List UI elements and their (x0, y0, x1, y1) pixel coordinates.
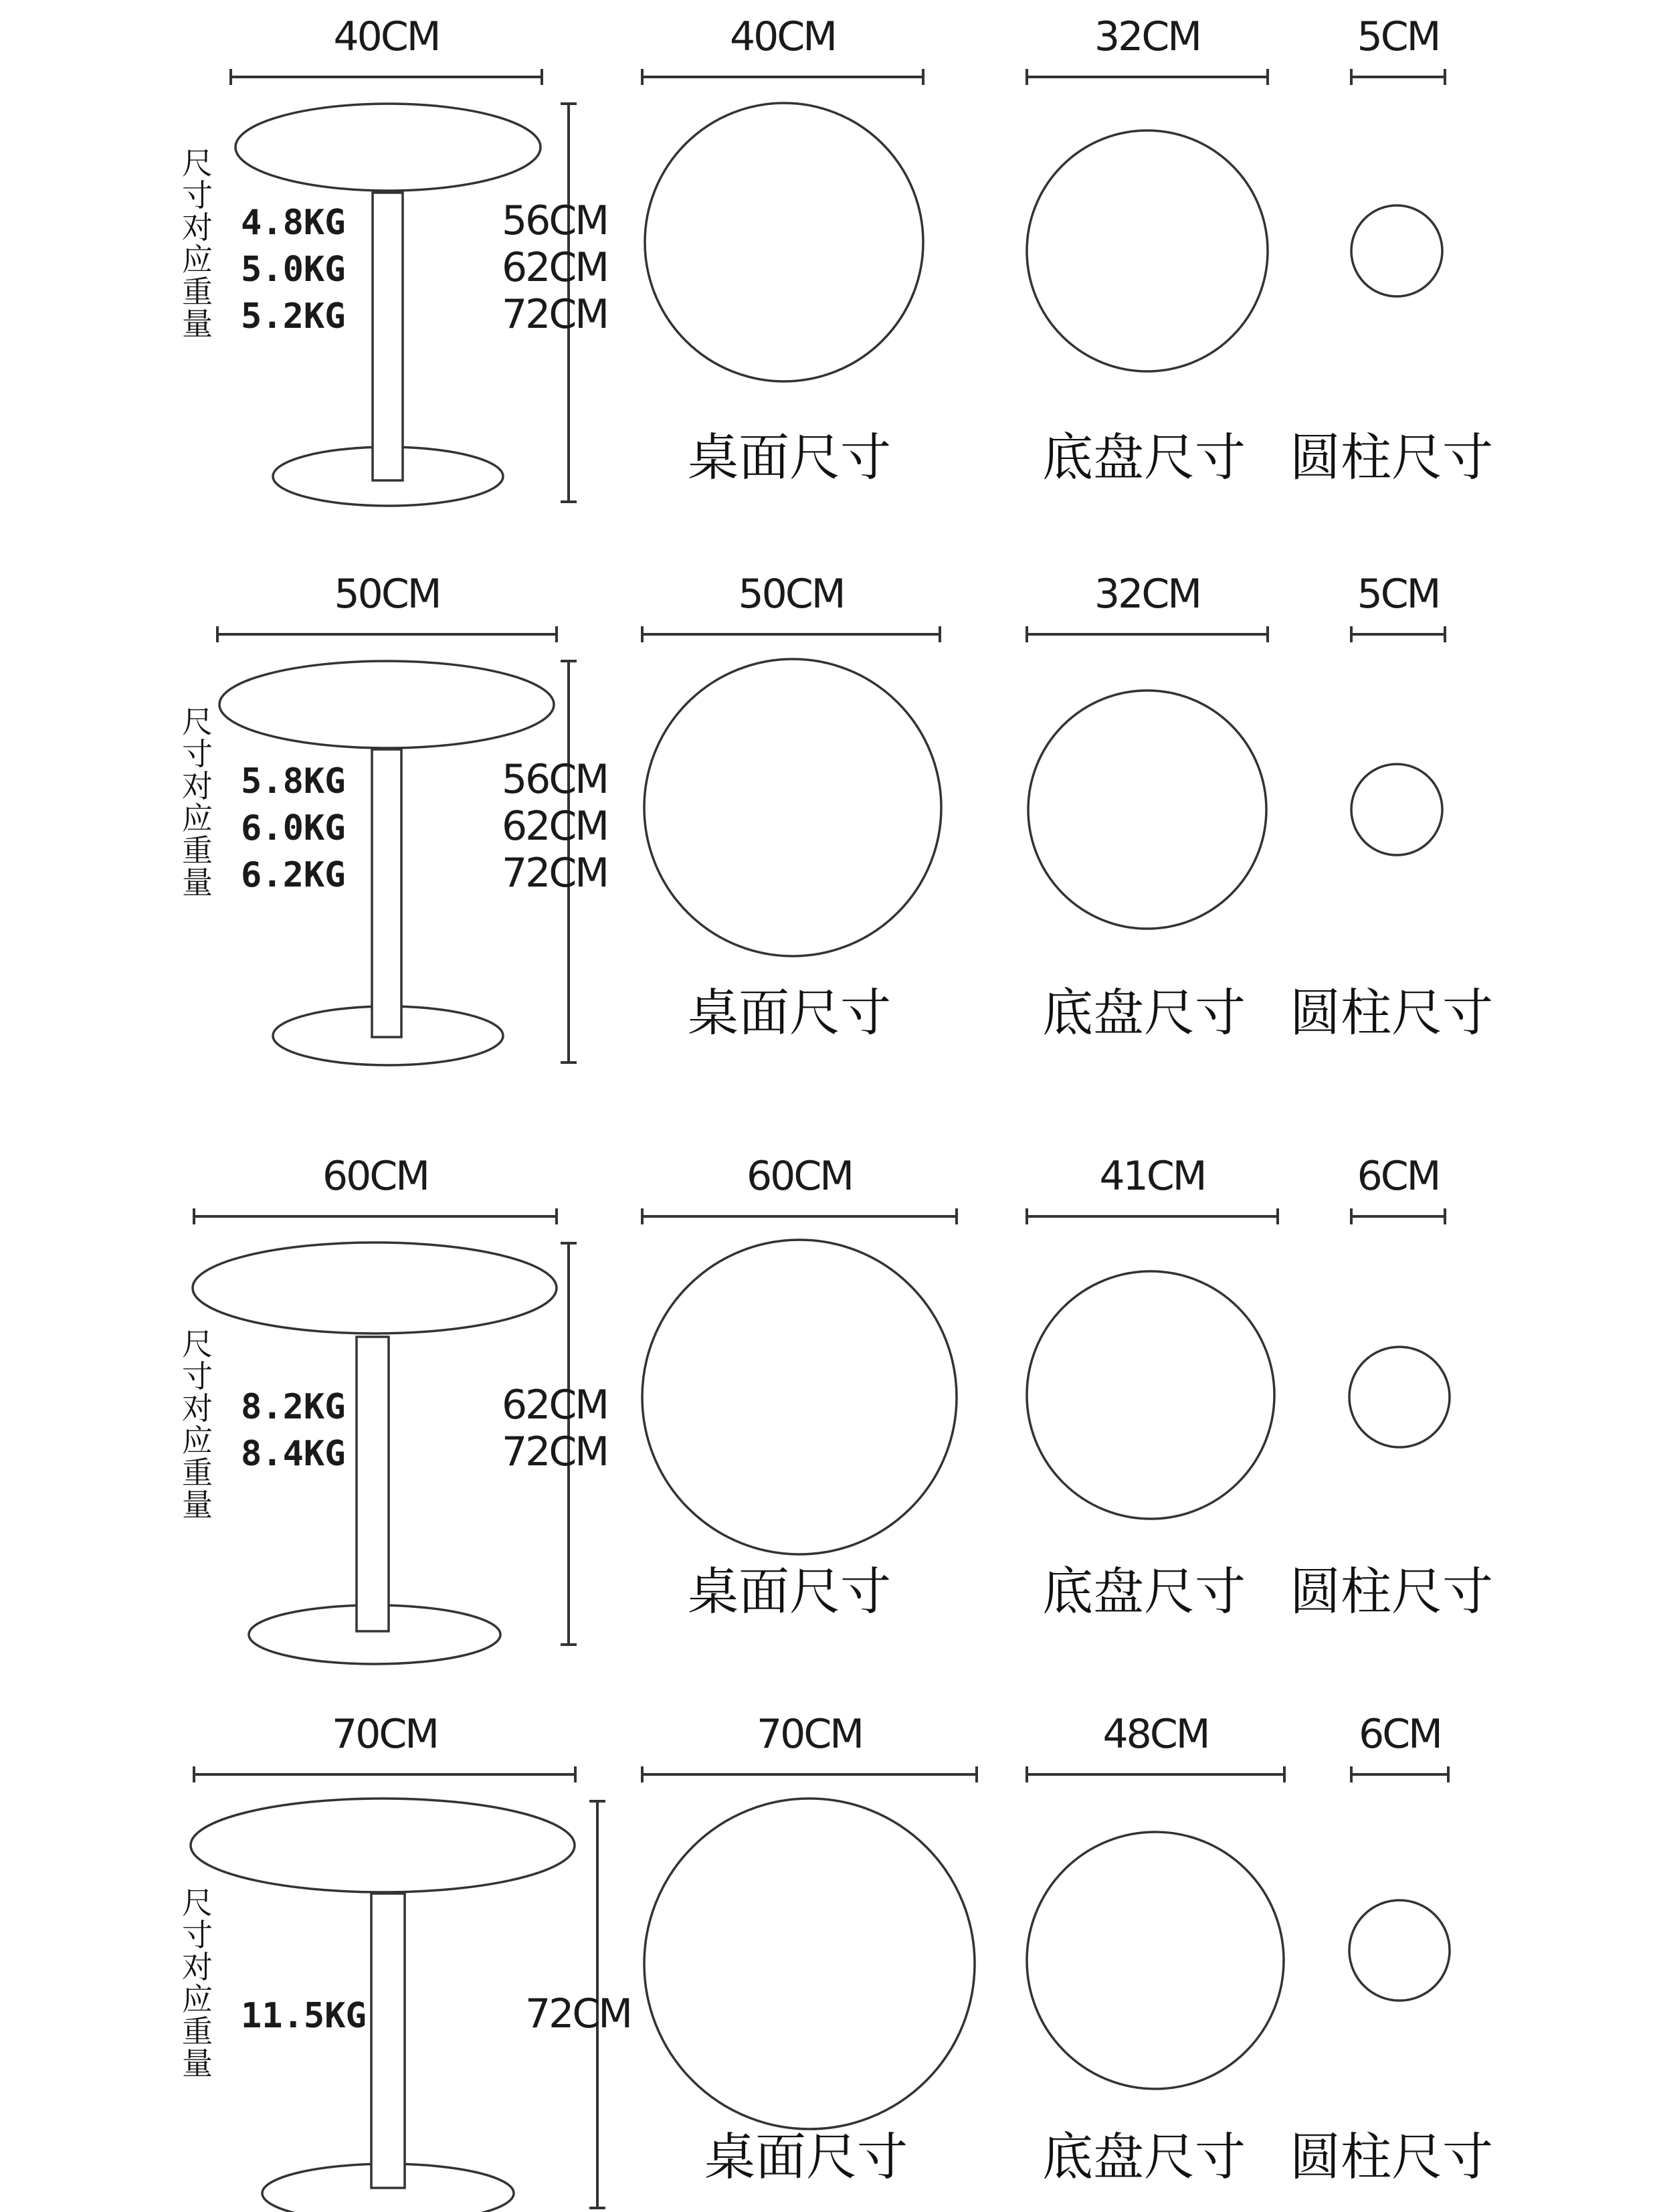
table-width-label: 40CM (333, 13, 440, 60)
base-circle (1027, 130, 1268, 371)
tabletop-caption: 桌面尺寸 (688, 1562, 891, 1621)
table-column (372, 749, 401, 1037)
base-dimension-line (1027, 1766, 1284, 1782)
weight-value: 4.8KG (241, 203, 346, 243)
tabletop-dimension-line (642, 1208, 957, 1224)
table-width-label: 50CM (334, 571, 440, 618)
tabletop-ellipse (219, 661, 554, 748)
weight-value: 8.2KG (241, 1387, 346, 1427)
column-caption: 圆柱尺寸 (1290, 983, 1493, 1042)
tabletop-dimension-line (642, 626, 940, 642)
tabletop-size-label: 40CM (729, 13, 836, 60)
column-size-label: 5CM (1357, 13, 1440, 60)
tabletop-dimension-line (642, 1766, 977, 1782)
base-circle (1028, 690, 1266, 929)
base-caption: 底盘尺寸 (1042, 428, 1246, 487)
tabletop-size-label: 70CM (756, 1711, 863, 1758)
column-dimension-line (1351, 1208, 1445, 1224)
height-value: 62CM (502, 1382, 608, 1428)
height-value: 56CM (502, 756, 608, 803)
tabletop-dimension-line (642, 69, 923, 85)
height-value: 56CM (502, 197, 608, 244)
tabletop-size-label: 60CM (746, 1153, 853, 1200)
base-size-label: 48CM (1102, 1711, 1209, 1758)
weight-value: 6.2KG (241, 855, 346, 895)
column-dimension-line (1351, 1766, 1448, 1782)
column-circle (1351, 205, 1442, 296)
tabletop-circle (645, 103, 923, 381)
width-dimension-line (231, 69, 542, 85)
column-circle (1351, 764, 1442, 855)
tabletop-caption: 桌面尺寸 (688, 428, 891, 487)
table-column (373, 193, 403, 480)
width-dimension-line (194, 1766, 575, 1782)
size-row-2 (182, 571, 1493, 1065)
column-caption: 圆柱尺寸 (1290, 428, 1493, 487)
weight-value: 11.5KG (241, 1996, 367, 2036)
weight-value: 5.2KG (241, 296, 346, 337)
side-label: 尺寸对应重量 (182, 1885, 213, 2082)
table-width-label: 60CM (322, 1153, 429, 1200)
base-circle (1027, 1271, 1274, 1519)
height-value: 62CM (502, 803, 608, 850)
base-dimension-line (1027, 1208, 1278, 1224)
width-dimension-line (194, 1208, 557, 1224)
tabletop-size-label: 50CM (738, 571, 844, 618)
base-size-label: 32CM (1094, 13, 1201, 60)
side-label: 尺寸对应重量 (182, 145, 213, 342)
weight-value: 8.4KG (241, 1434, 346, 1474)
column-circle (1349, 1900, 1450, 2001)
tabletop-circle (642, 1240, 957, 1554)
base-caption: 底盘尺寸 (1042, 983, 1246, 1042)
height-value: 72CM (502, 850, 608, 897)
size-row-1 (182, 13, 1493, 506)
tabletop-ellipse (235, 104, 541, 191)
column-size-label: 6CM (1359, 1711, 1441, 1758)
column-caption: 圆柱尺寸 (1290, 2127, 1493, 2187)
base-size-label: 41CM (1099, 1153, 1205, 1200)
base-dimension-line (1027, 69, 1268, 85)
size-row-3 (182, 1153, 1493, 1664)
height-value: 72CM (525, 1991, 631, 2037)
column-size-label: 6CM (1357, 1153, 1440, 1200)
table-column (357, 1337, 389, 1631)
height-value: 72CM (502, 291, 608, 338)
weight-value: 6.0KG (241, 808, 346, 848)
base-circle (1027, 1832, 1284, 2089)
weight-value: 5.0KG (241, 250, 346, 290)
tabletop-circle (644, 659, 941, 956)
side-label: 尺寸对应重量 (182, 704, 213, 901)
base-dimension-line (1027, 626, 1268, 642)
base-caption: 底盘尺寸 (1042, 2127, 1246, 2187)
width-dimension-line (217, 626, 557, 642)
column-dimension-line (1351, 69, 1445, 85)
height-value: 62CM (502, 244, 608, 291)
base-caption: 底盘尺寸 (1042, 1562, 1246, 1621)
size-row-4 (182, 1711, 1493, 2212)
tabletop-ellipse (193, 1242, 557, 1333)
table-column (371, 1894, 405, 2188)
height-value: 72CM (502, 1428, 608, 1475)
table-width-label: 70CM (331, 1711, 438, 1758)
column-caption: 圆柱尺寸 (1290, 1562, 1493, 1621)
tabletop-caption: 桌面尺寸 (688, 983, 891, 1042)
column-size-label: 5CM (1357, 571, 1440, 618)
tabletop-circle (644, 1799, 975, 2129)
tabletop-caption: 桌面尺寸 (704, 2127, 908, 2187)
tabletop-ellipse (191, 1799, 575, 1892)
column-dimension-line (1351, 626, 1445, 642)
weight-value: 5.8KG (241, 761, 346, 802)
side-label: 尺寸对应重量 (182, 1326, 213, 1523)
base-size-label: 32CM (1094, 571, 1201, 618)
column-circle (1349, 1347, 1450, 1447)
